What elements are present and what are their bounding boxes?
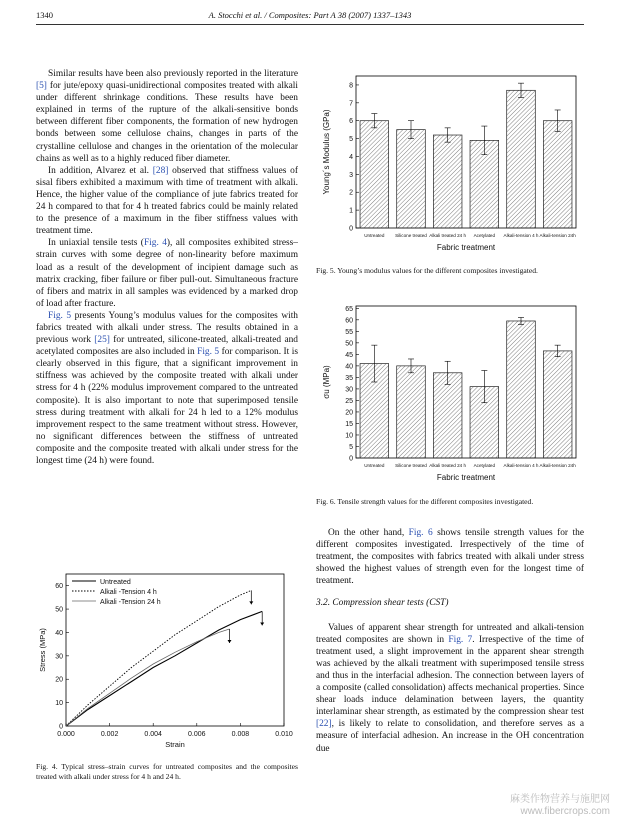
category-label: Alkali-tension 4 h <box>503 463 539 468</box>
running-header <box>36 10 584 24</box>
y-tick-label: 20 <box>55 676 63 684</box>
left-column <box>36 68 298 467</box>
y-tick-label: 60 <box>55 583 63 591</box>
y-tick-label: 35 <box>345 374 353 382</box>
category-label: Acetylated <box>473 463 496 468</box>
y-tick-label: 65 <box>345 305 353 313</box>
y-tick-label: 4 <box>349 153 353 161</box>
bar <box>543 121 572 228</box>
y-tick-label: 45 <box>345 351 353 359</box>
y-tick-label: 3 <box>349 171 353 179</box>
watermark-line-2: www.fibercrops.com <box>520 806 610 817</box>
y-tick-label: 5 <box>349 443 353 451</box>
plot-frame <box>356 306 576 458</box>
figure-link[interactable]: Fig. 4 <box>143 238 167 249</box>
y-tick-label: 60 <box>345 317 353 325</box>
bar <box>507 90 536 228</box>
right-column <box>316 527 584 755</box>
legend-label: Alkali -Tension 4 h <box>100 589 157 596</box>
paragraph: Fig. 5 presents Young’s modulus values for the composites with fabrics treated with alkali under stress. The results obtained in a previous work [25] for untreated, silicone-treated, alkali-treated and acetylated composites are also included in Fig. 5 for comparison. It is clearly observed in this figure, that a significant improvement in stiffness was achieved by the composite treated with alkali under stress for 4 h (22% modulus improvement compared to the untreated composite). It is also important to note that superimposed tensile stress during treatment with alkali for 24 h led to a 12% modulus improvement respect to the same treatment without stress. However, no significant differences between the stiffness of untreated composite and the composite treated with alkali under stress for the longest time (24 h) were found. <box>36 310 298 466</box>
section-heading: 3.2. Compression shear tests (CST) <box>316 598 449 609</box>
y-tick-label: 8 <box>349 82 353 90</box>
fracture-arrowhead <box>249 601 253 604</box>
fig4-caption: Fig. 4. Typical stress–strain curves for untreated composites and the composites treated with alkali under stress for 4 h and 24 h. <box>36 762 298 781</box>
series-line <box>66 629 230 726</box>
y-tick-label: 40 <box>55 629 63 637</box>
header-rule <box>36 24 584 25</box>
watermark-line-1: 麻类作物营养与施肥网 <box>510 794 610 805</box>
plot-frame <box>356 76 576 228</box>
x-tick-label: 0.008 <box>231 731 250 738</box>
y-tick-label: 0 <box>59 723 63 731</box>
category-label: Acetylated <box>473 233 496 238</box>
fig5-caption: Fig. 5. Young’s modulus values for the different composites investigated. <box>316 266 538 275</box>
category-label: Alkali treated 24 h <box>429 233 467 238</box>
bar <box>360 121 389 228</box>
bar <box>543 351 572 458</box>
y-tick-label: 0 <box>349 455 353 463</box>
y-tick-label: 55 <box>345 328 353 336</box>
legend-label: Alkali -Tension 24 h <box>100 599 161 606</box>
citation-link[interactable]: [5] <box>36 81 47 92</box>
y-axis-label: Stress (MPa) <box>38 628 47 672</box>
bar <box>397 366 426 458</box>
x-tick-label: 0.000 <box>57 731 75 738</box>
category-label: Silicone treated <box>395 233 427 238</box>
x-tick-label: 0.002 <box>100 731 119 738</box>
page-number: 1340 <box>36 10 53 20</box>
paragraph: Values of apparent shear strength for untreated and alkali-tension treated composites are shown in Fig. 7. Irrespective of the time of treatment used, a slight improvement in the apparent shear strength was achieved by the alkali treatment with superimposed tensile stress and thus in the interfacial adhesion. The connection between layers of a composite (called consolidation) affects mechanical properties. Since shear loads induce delamination between layers, the quantity interlaminar shear strength, as estimated by the compression shear test [22], is likely to relate to consolidation, and therefore serves as a measure of interfacial adhesion. An increase in the OH concentration due <box>316 622 585 754</box>
fig6-caption: Fig. 6. Tensile strength values for the different composites investigated. <box>316 497 534 506</box>
citation-link[interactable]: [25] <box>94 335 110 346</box>
figure-link[interactable]: Fig. 6 <box>408 528 433 538</box>
x-axis-label: Strain <box>165 740 185 749</box>
paragraph: In addition, Alvarez et al. [28] observed that stiffness values of sisal fibers exhibited a maximum with time of treatment with alkali. Hence, the higher value of the compliance of jute fabrics treated for 24 h compared to that for 4 h treated fabrics could be mainly related to the presence of a maximum in the fiber stiffness values with treatment time. <box>36 165 298 237</box>
y-tick-label: 30 <box>345 386 353 394</box>
y-axis-label: σu (MPa) <box>322 365 331 399</box>
category-label: Alkali-tension 24h <box>539 233 576 238</box>
y-tick-label: 7 <box>349 100 353 108</box>
y-tick-label: 30 <box>55 653 63 661</box>
x-tick-label: 0.010 <box>275 731 293 738</box>
citation-link[interactable]: [22] <box>316 719 332 730</box>
y-tick-label: 10 <box>345 432 353 440</box>
y-tick-label: 5 <box>349 136 353 144</box>
category-label: Alkali-tension 24h <box>539 463 576 468</box>
figure-link[interactable]: Fig. 7 <box>448 634 473 645</box>
y-tick-label: 15 <box>345 420 353 428</box>
y-tick-label: 20 <box>345 409 353 417</box>
fracture-arrowhead <box>228 640 232 643</box>
bar <box>507 321 536 458</box>
y-tick-label: 50 <box>345 340 353 348</box>
paragraph: In uniaxial tensile tests (Fig. 4), all composites exhibited stress–strain curves with some degree of non-linearity before maximum load as a result of the development of incipient damage such as matrix cracking, fiber failure or fiber pull-out. Simultaneous fracture of fibers and matrix in all samples was evidenced by a marked drop of load after fracture. <box>36 238 298 309</box>
y-tick-label: 10 <box>55 700 63 708</box>
paragraph: Similar results have been also previously reported in the literature [5] for jute/epoxy quasi-unidirectional composites treated with alkali under different shrinkage conditions. These results have been explained in terms of the rupture of the alkali-sensitive bonds between different fiber components, the formation of new hydrogen bonds between some cellulose chains, changes in parts of the crystalline cellulose and changes in the orientation of the molecular chains as well as to a highly reduced fiber diameter. <box>36 69 298 164</box>
citation-link[interactable]: [28] <box>152 165 169 176</box>
category-label: Alkali-tension 4 h <box>503 233 539 238</box>
figure-link[interactable]: Fig. 5 <box>48 310 72 321</box>
x-axis-label: Fabric treatment <box>436 243 496 252</box>
category-label: Untreated <box>364 233 385 238</box>
figure-link[interactable]: Fig. 5 <box>197 347 220 358</box>
category-label: Silicone treated <box>395 463 427 468</box>
bar <box>433 135 462 228</box>
y-tick-label: 0 <box>349 225 353 233</box>
y-tick-label: 2 <box>349 189 353 197</box>
y-tick-label: 40 <box>345 363 353 371</box>
y-axis-label: Young´s Modulus (GPa) <box>322 109 331 195</box>
fracture-arrowhead <box>260 622 264 625</box>
fig5-bar-chart <box>318 70 586 260</box>
y-tick-label: 25 <box>345 397 353 405</box>
y-tick-label: 1 <box>349 207 353 215</box>
fig6-bar-chart <box>318 300 586 490</box>
bar <box>397 130 426 228</box>
paragraph: On the other hand, Fig. 6 shows tensile strength values for the different composites investigated. Irrespectively of the time of treatment, the composites with fabrics treated with alkali under stress showed the highest values of strength even for the longest time of treatment. <box>316 528 584 587</box>
y-tick-label: 6 <box>349 118 353 126</box>
running-title: A. Stocchi et al. / Composites: Part A 38 (2007) 1337–1343 <box>208 10 412 20</box>
watermark <box>510 794 610 818</box>
x-tick-label: 0.006 <box>188 731 206 738</box>
category-label: Untreated <box>364 463 385 468</box>
category-label: Alkali treated 24 h <box>429 463 467 468</box>
series-line <box>66 611 262 726</box>
bar <box>433 373 462 458</box>
legend-label: Untreated <box>100 579 131 586</box>
y-tick-label: 50 <box>55 606 63 614</box>
x-tick-label: 0.004 <box>144 731 162 738</box>
fig4-line-chart <box>36 566 298 758</box>
x-axis-label: Fabric treatment <box>436 473 496 482</box>
